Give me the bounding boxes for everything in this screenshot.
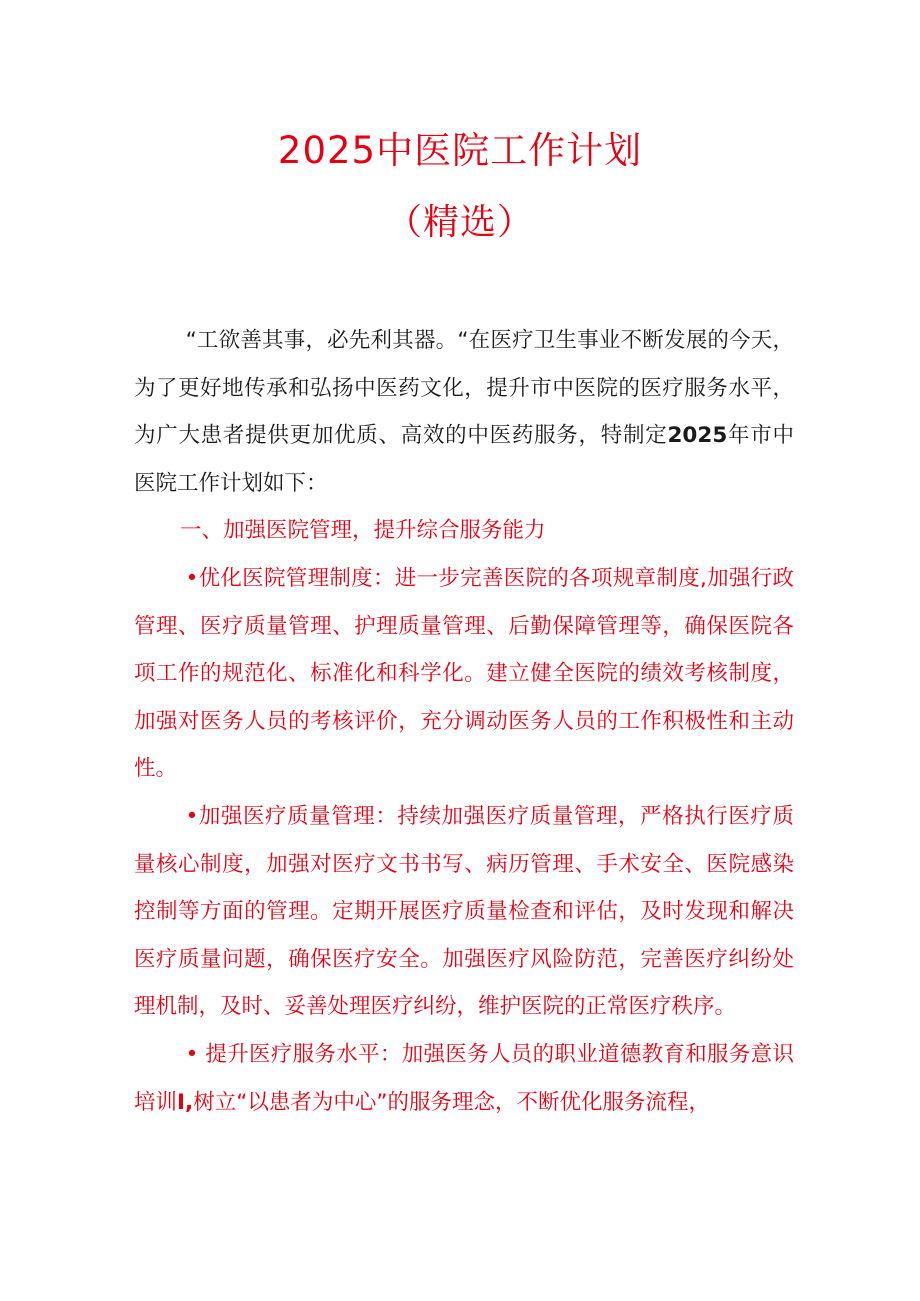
section-heading: 一、加强医院管理，提升综合服务能力 <box>180 518 546 544</box>
document-subtitle: （精选） <box>385 202 534 243</box>
document-body <box>134 317 794 1126</box>
item-service-level <box>134 1031 794 1126</box>
document-title: 2025中医院工作计划 <box>277 129 643 172</box>
item-service-mark: I, <box>177 1089 194 1115</box>
item-service-text-end: 树立“以患者为中心”的服务理念，不断优化服务流程， <box>193 1089 710 1115</box>
intro-text: “工欲善其事，必先利其器。“在医疗卫生事业不断发展的今天，为了更好地传承和弘扬中医药文化，提升市中医院的医疗服务水平，为广大患者提供更加优质、高效的中医药服务，特制定 <box>134 328 794 449</box>
item-service-text: • 提升医疗服务水平：加强医务人员的职业道德教育和服务意识培训 <box>134 1041 794 1115</box>
intro-paragraph <box>134 317 794 507</box>
item-management-system: •优化医院管理制度：进一步完善医院的各项规章制度,加强行政管理、医疗质量管理、护理质量管理、后勤保障管理等，确保医院各项工作的规范化、标准化和科学化。建立健全医院的绩效考核制度，加强对医务人员的考核评价，充分调动医务人员的工作积极性和主动性。 <box>134 565 794 782</box>
item-quality-management: •加强医疗质量管理：持续加强医疗质量管理，严格执行医疗质量核心制度，加强对医疗文书书写、病历管理、手术安全、医院感染控制等方面的管理。定期开展医疗质量检查和评估，及时发现和解决医疗质量问题，确保医疗安全。加强医疗风险防范，完善医疗纠纷处理机制，及时、妥善处理医疗纠纷，维护医院的正常医疗秩序。 <box>134 803 794 1020</box>
intro-text-end: 年市中医院工作计划如下： <box>134 423 794 496</box>
intro-year: 2025 <box>667 423 728 449</box>
